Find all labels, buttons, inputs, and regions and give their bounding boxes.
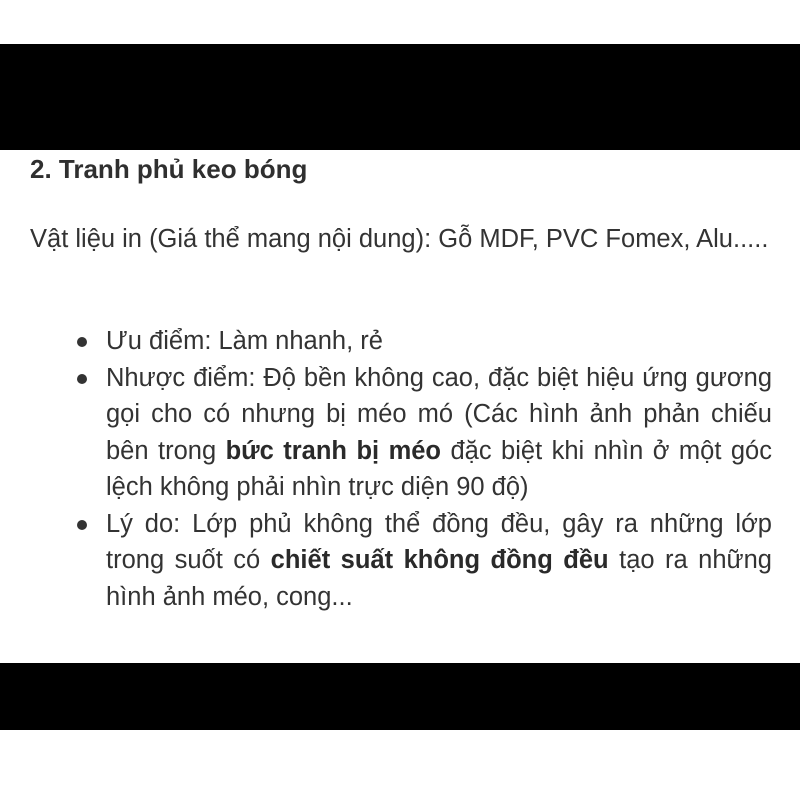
- list-item-reason: [30, 506, 772, 616]
- list-item-text: Nhược điểm: Độ bền không cao, đặc biệt hiệu ứng gương gọi cho có nhưng bị méo mó (Các hình ảnh phản chiếu bên trong: [106, 363, 772, 465]
- bottom-black-bar: [0, 663, 800, 730]
- bullet-list: [30, 323, 772, 615]
- bullet-dot-icon: [77, 520, 87, 530]
- bullet-dot-icon: [77, 374, 87, 384]
- list-item-bold-text: chiết suất không đồng đều: [270, 546, 609, 574]
- top-black-bar: [0, 44, 800, 150]
- bullet-dot-icon: [77, 337, 87, 347]
- materials-paragraph: Vật liệu in (Giá thể mang nội dung): Gỗ MDF, PVC Fomex, Alu.....: [30, 225, 769, 253]
- list-item-advantages: [30, 323, 772, 360]
- list-item-disadvantages: [30, 360, 772, 506]
- list-item-text: Ưu điểm: Làm nhanh, rẻ: [106, 327, 383, 355]
- list-item-text: Lý do: Lớp phủ không thể đồng đều, gây ra những lớp trong suốt có: [106, 509, 772, 574]
- section-heading: 2. Tranh phủ keo bóng: [30, 154, 308, 184]
- list-item-text: tạo ra những hình ảnh méo, cong...: [106, 546, 772, 611]
- list-item-text: đặc biệt khi nhìn ở một góc lệch không phải nhìn trực diện 90 độ): [106, 436, 772, 501]
- list-item-bold-text: bức tranh bị méo: [225, 436, 442, 465]
